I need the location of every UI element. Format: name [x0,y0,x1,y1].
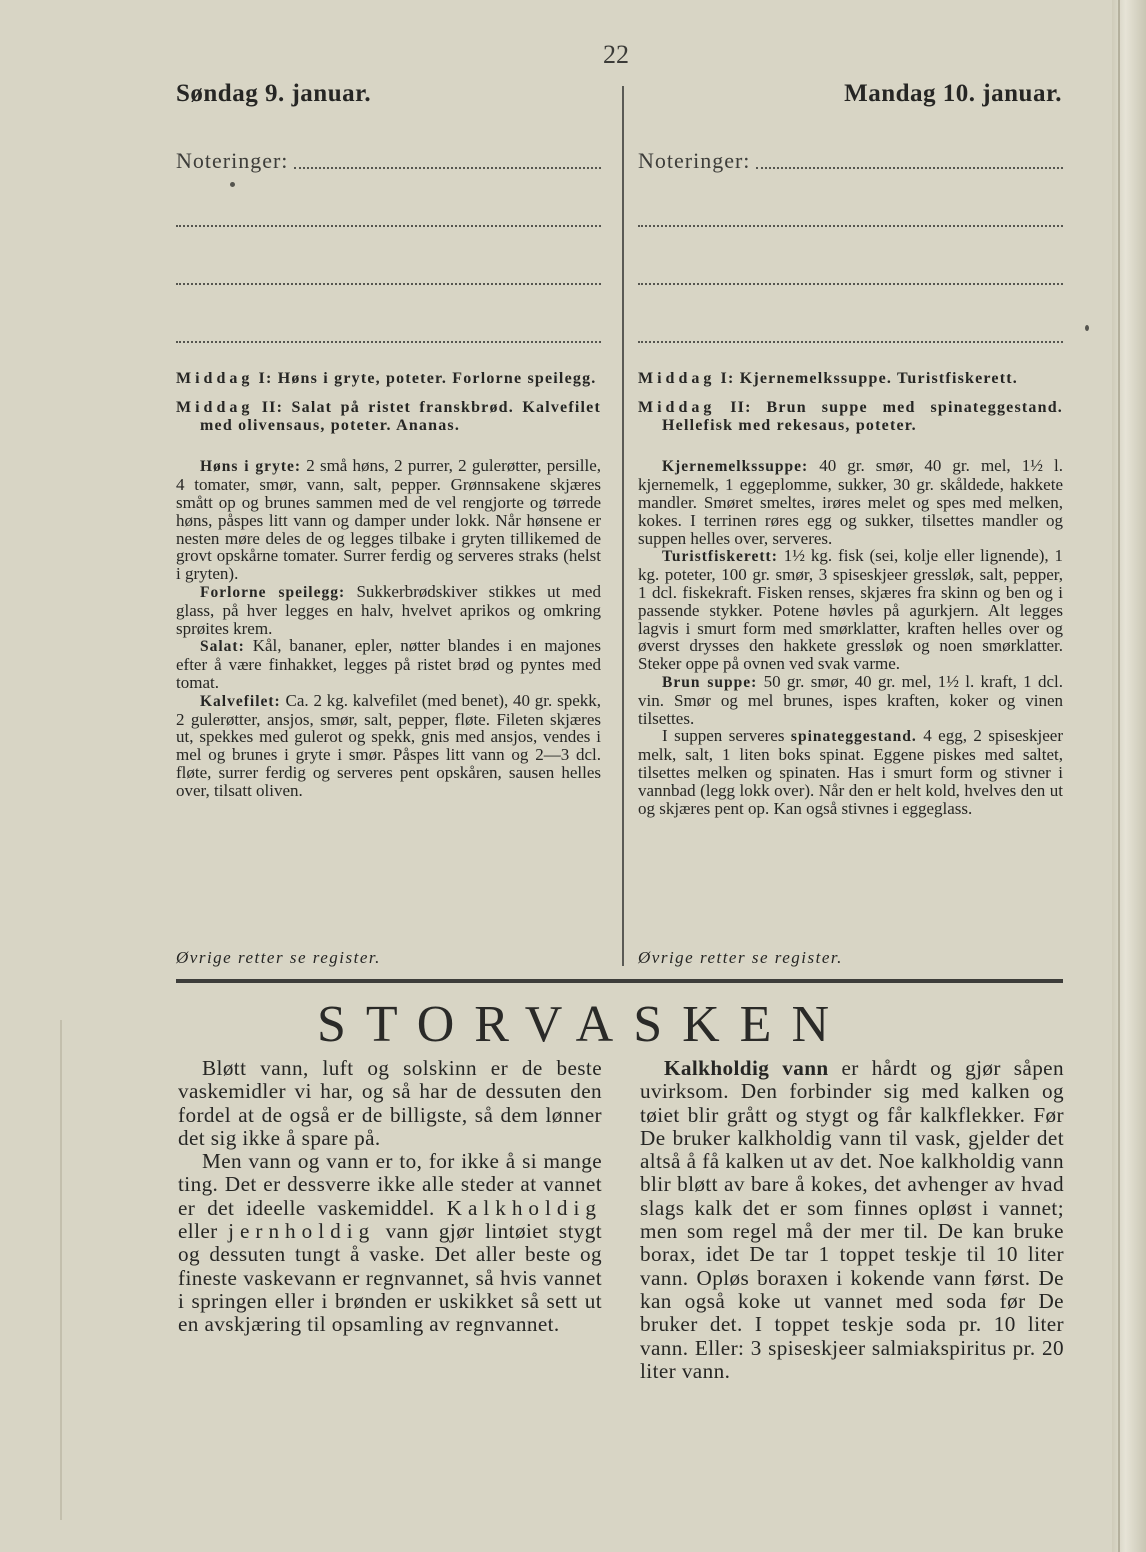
recipe-paragraph: Forlorne speilegg: Sukkerbrødskiver stikkes ut med glass, på hver legges en halv, hvelvet aprikos og omkring sprøites krem. [176,581,601,638]
dotted-line [176,341,601,343]
column-divider [622,86,624,966]
page-number: 22 [603,40,629,69]
article-column-right [640,1057,1064,1383]
dotted-line [176,225,601,227]
notes-block-left [176,150,601,382]
gutter-line [1118,0,1120,1552]
notes-label: Noteringer: [638,148,751,173]
page-edge [60,1020,62,1520]
day-heading-right: Mandag 10. januar. [844,80,1062,107]
recipe-paragraph: I suppen serveres spinateggestand. 4 egg, 2 spiseskjeer melk, salt, 1 liten boks spinat. Eggene piskes med saltet, tilsettes melken og spinaten. Has i smurt form og stivner i vannbad (legg lokk over). Når den er helt kold, hvelves den ut og skjæres pent op. Kan også stivnes i eggeglass. [638,726,1063,818]
recipe-paragraph: Kjernemelkssuppe: 40 gr. smør, 40 gr. mel, 1½ l. kjernemelk, 1 eggeplomme, sukker, 30 gr. skåldede, hakkete mandler. Smøret smeltes, irøres melet og spes med melken, kokes. I terrinen røres egg og sukker, tilsettes mandler og suppen helles over, serveres. [638,456,1063,548]
article-paragraph: Men vann og vann er to, for ikke å si mange ting. Det er dessverre ikke alle steder at vannet er det ideelle vaskemiddel. Kalkholdig eller jernholdig vann gjør lintøiet stygt og dessuten tungt å vaske. Det aller beste og fineste vaskevann er regnvannet, så hvis vannet i springen eller i brønden er uskikket så sett ut en avskjæring til opsamling av regnvannet. [178,1149,602,1337]
ink-spot [230,182,235,187]
recipe-paragraph: Salat: Kål, bananer, epler, nøtter blandes i en majones efter å være finhakket, legges på ristet brød og pyntes med tomat. [176,636,601,692]
notes-label: Noteringer: [176,148,289,173]
recipe-paragraph: Brun suppe: 50 gr. smør, 40 gr. mel, 1½ l. kraft, 1 dcl. vin. Smør og mel brunes, ispes kraften, koker og vinen tilsettes. [638,671,1063,728]
footer-note-right: Øvrige retter se register. [638,948,843,967]
recipe-paragraph: Kalvefilet: Ca. 2 kg. kalvefilet (med benet), 40 gr. spekk, 2 gulerøtter, ansjos, smør, salt, pepper, fløte. Fileten skjæres ut, spekkes med gulerot og spekk, gnis med ansjos, vendes i mel og brunes i gryte i smør. Påspes litt vann og 2—3 dcl. fløte, surrer ferdig og serveres pent opskåren, sausen helles over, tilsatt oliven. [176,690,601,800]
menu-line: Middag I: Høns i gryte, poteter. Forlorne speilegg. [176,370,597,387]
ink-spot [1085,325,1089,331]
article-column-left [178,1057,602,1337]
recipe-column-right [638,370,1063,817]
notes-block-right [638,150,1063,382]
dotted-line [756,167,1063,169]
day-heading-left: Søndag 9. januar. [176,80,372,107]
section-rule [176,979,1063,983]
dotted-line [638,341,1063,343]
dotted-line [294,167,601,169]
menu-line: Middag I: Kjernemelkssuppe. Turistfiskerett. [638,370,1018,387]
dotted-line [638,283,1063,285]
recipe-column-left [176,370,601,800]
recipe-paragraph: Turistfiskerett: 1½ kg. fisk (sei, kolje eller lignende), 1 kg. poteter, 100 gr. smør, 3 spiseskjeer gressløk, salt, pepper, 1 dcl. fiskekraft. Fisken renses, skjæres fra skinn og ben og i passende stykker. Potene høvles på agurkjern. Alt legges lagvis i smurt form med smørklatter, kraften helles over og øverst drysses den hakkete gressløk og noen smørklatter. Steker oppe på ovnen ved svak varme. [638,546,1063,674]
menu-line: Middag II: Salat på ristet franskbrød. Kalvefilet med olivensaus, poteter. Ananas. [176,398,602,434]
dotted-line [176,283,601,285]
article-paragraph: Kalkholdig vann er hårdt og gjør såpen uvirksom. Den forbinder sig med kalken og tøiet blir grått og stygt og får kalkflekker. Før De bruker kalkholdig vann til vask, gjelder det altså å få kalken ut av det. Noe kalkholdig vann blir bløtt av bare å kokes, det avhenger av hvad slags kalk det er som finnes opløst i vannet; men som regel må der mer til. De kan bruke borax, idet De tar 1 toppet teskje til 10 liter vann. Opløs boraxen i kokende vann først. De kan også koke ut vannet med soda før De bruker det. I toppet teskje soda pr. 10 liter vann. Eller: 3 spiseskjeer salmiakspiritus pr. 20 liter vann. [640,1056,1064,1383]
footer-note-left: Øvrige retter se register. [176,948,381,967]
article-title: STORVASKEN [316,996,849,1053]
dotted-line [638,225,1063,227]
menu-line: Middag II: Brun suppe med spinateggestand. Hellefisk med rekesaus, poteter. [638,398,1064,434]
article-paragraph: Bløtt vann, luft og solskinn er de beste vaskemidler vi har, og så har de dessuten den fordel at de også er de billigste, så dem lønner det sig ikke å spare på. [178,1056,602,1150]
recipe-paragraph: Høns i gryte: 2 små høns, 2 purrer, 2 gulerøtter, persille, 4 tomater, smør, vann, salt, pepper. Grønnsakene skjæres smått op og brunes sammen med de vel rengjorte og tørrede høns, påspes litt vann og damper under lokk. Når hønsene er nesten møre deles de og legges tilbake i gryten tillikemed de grovt opskårne tomater. Surrer ferdig og serveres straks (helst i gryten). [176,456,601,584]
